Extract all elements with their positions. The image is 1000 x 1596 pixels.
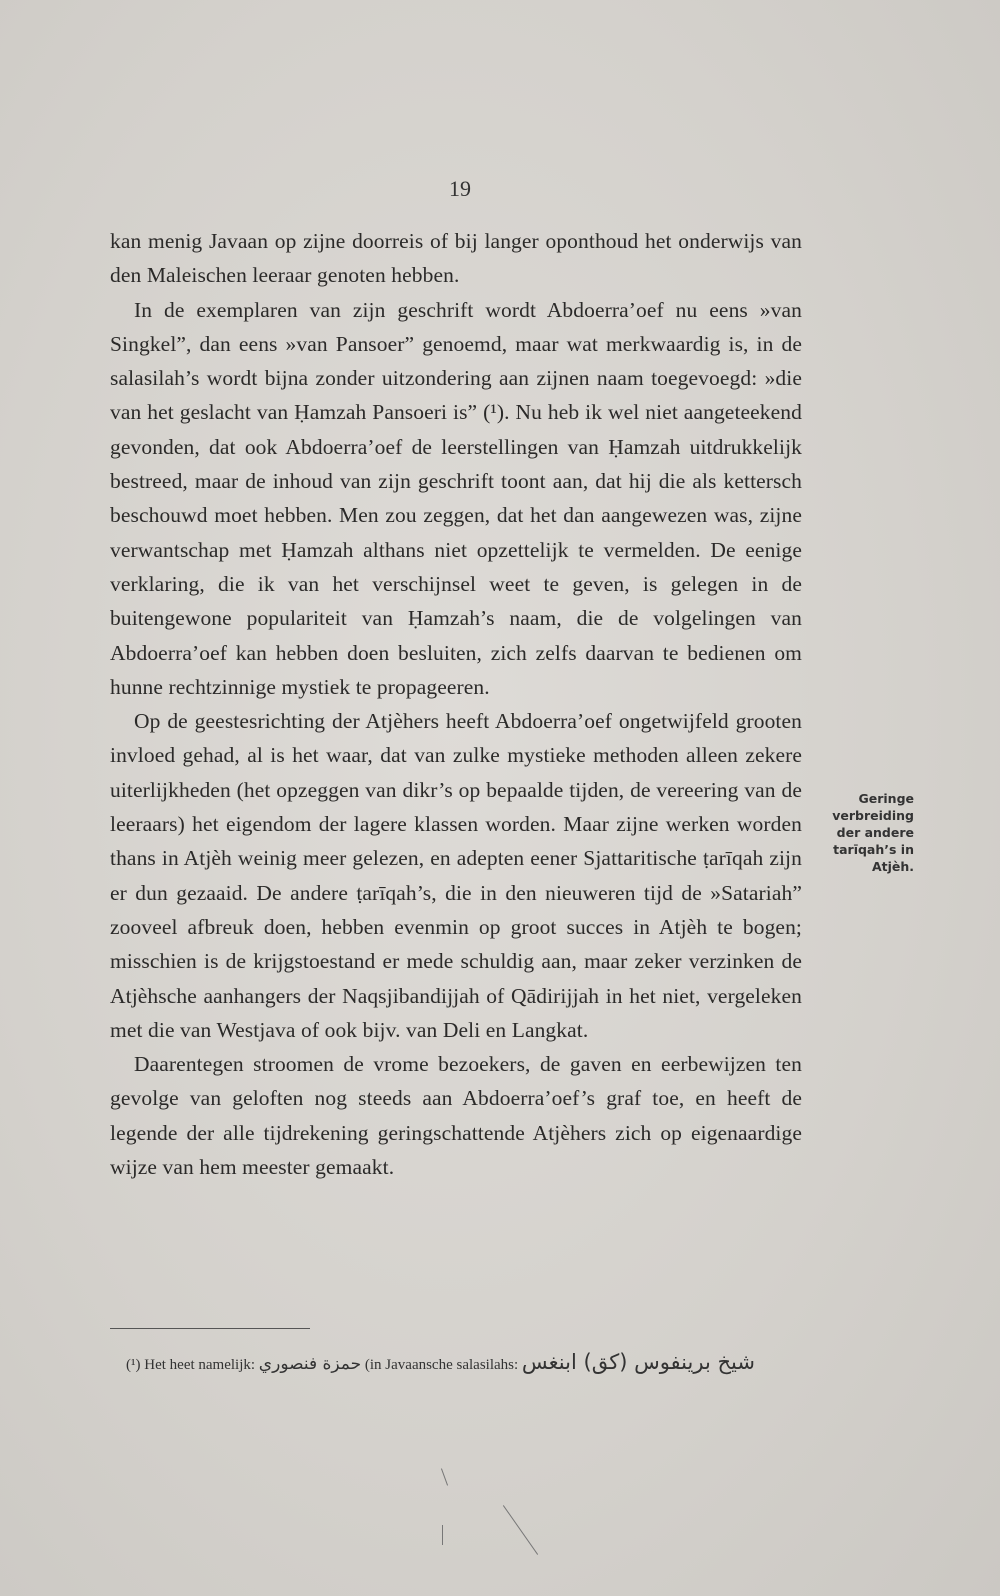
scan-mark (503, 1505, 538, 1555)
paragraph: In de exemplaren van zijn geschrift wordt Abdoerra’oef nu eens »van Singkel”, dan eens »van Pansoer” genoemd, maar wat merkwaardig is, in de salasilah’s wordt bijna zonder uitzondering aan zijnen naam toegevoegd: »die van het geslacht van Ḥamzah Pansoeri is” (¹). Nu heb ik wel niet aangeteekend gevonden, dat ook Abdoerra’oef de leerstellingen van Ḥamzah uitdrukkelijk bestreed, maar de inhoud van zijn geschrift toont aan, dat hij die als kettersch beschouwd moet hebben. Men zou zeggen, dat het dan aangewezen was, zijne verwantschap met Ḥamzah althans niet opzettelijk te vermelden. De eenige verklaring, die ik van het verschijnsel weet te geven, is gelegen in de buitengewone populariteit van Ḥamzah’s naam, die de volgelingen van Abdoerra’oef kan hebben doen besluiten, zich zelfs daarvan te bedienen om hunne rechtzinnige mystiek te propageeren. (110, 297, 802, 699)
footnote-arabic-name: حمزة فنصوري (258, 1354, 362, 1374)
paragraph: Op de geestesrichting der Atjèhers heeft Abdoerra’oef ongetwijfeld grooten invloed gehad, al is het waar, dat van zulke mystieke methoden alleen zekere uiterlijkheden (het opzeggen van dikr’s op bepaalde tijden, de vereering van de leeraars) het eigendom der lagere klassen worden. Maar zijne werken worden thans in Atjèh weinig meer gelezen, en adepten eener Sjattaritische ṭarīqah zijn er dun gezaaid. De andere ṭarīqah’s, die in den nieuweren tijd de »Satariah” zooveel afbreuk doen, hebben evenmin op groot succes in Atjèh te bogen; misschien is de krijgstoestand er mede schuldig aan, maar zeker verzinken de Atjèhsche aanhangers der Naqsjibandijjah of Qādirijjah in het niet, vergeleken met die van Westjava of ook bijv. van Deli en Langkat. (110, 709, 802, 1042)
paragraph: Daarentegen stroomen de vrome bezoekers, de gaven en eerbewijzen ten gevolge van geloften nog steeds aan Abdoerra’oef’s graf toe, en heeft de legende der alle tijdrekening geringschattende Atjèhers zich op eigenaardige wijze van hem meester gemaakt. (110, 1052, 802, 1180)
footnote-arabic-salasilah: شيخ برينفوس (كق) ابنغس (521, 1350, 755, 1374)
footnote-intro: Het heet namelijk: (144, 1357, 256, 1373)
footnote-mid: (in Javaansche salasilahs: (364, 1357, 519, 1373)
footnote (126, 1350, 806, 1377)
paragraph: kan menig Javaan op zijne doorreis of bij langer oponthoud het onderwijs van den Maleischen leeraar genoten hebben. (110, 229, 802, 288)
page-number: 19 (449, 176, 471, 201)
footnote-rule (110, 1328, 310, 1329)
scan-mark (441, 1468, 448, 1485)
main-text (110, 224, 802, 1184)
scan-mark (442, 1525, 443, 1545)
margin-note: Geringe verbreiding der andere tarīqah’s in Atjèh. (832, 791, 914, 874)
footnote-marker: (¹) (126, 1357, 141, 1373)
